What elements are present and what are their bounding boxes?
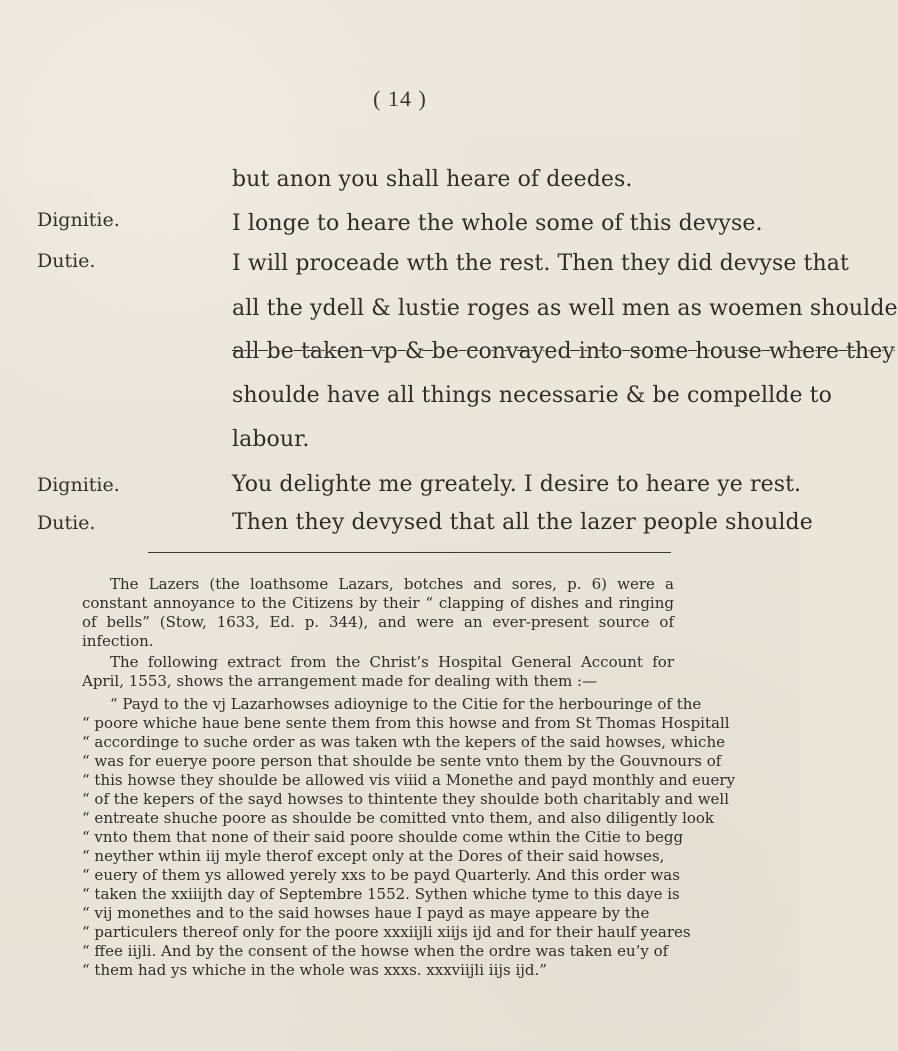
quote-line-9: “ neyther wthin iij myle therof except only at the Dores of their said howses, [82,847,665,865]
margin-note-dutie-2: Dutie. [37,512,96,534]
notes-section [82,575,736,980]
note-paragraph-2: The following extract from the Christ’s Hospital General Account for April, 1553, shows the arrangement made for dealing with them :— [82,653,674,690]
quote-line-4: “ was for euerye poore person that shoulde be sente vnto them by the Gouvnours of [82,752,722,770]
note-paragraph-1: The Lazers (the loathsome Lazars, botches and sores, p. 6) were a constant annoyance to the Citizens by their “ clapping of dishes and ringing of bells” (Stow, 1633, Ed. p. 344), and were an ever-present source of infection. [82,575,674,650]
quote-line-6: “ of the kepers of the sayd howses to thintente they shoulde both charitably and well [82,790,730,808]
margin-note-dutie-1: Dutie. [37,250,96,272]
quote-line-7: “ entreate shuche poore as shoulde be comitted vnto them, and also diligently look [82,809,715,827]
play-line-3: I will proceade wth the rest. Then they did devyse that [232,251,849,276]
quote-line-10: “ euery of them ys allowed yerely xxs to be payd Quarterly. And this order was [82,866,680,884]
margin-note-dignitie-1: Dignitie. [37,209,120,231]
quote-line-15: “ them had ys whiche in the whole was xxxs. xxxviijli iijs ijd.” [82,961,547,979]
quote-line-5: “ this howse they shoulde be allowed vis viiid a Monethe and payd monthly and euery [82,771,736,789]
account-extract [82,695,736,980]
quote-line-13: “ particulers thereof only for the poore xxxiijli xiijs ijd and for their haulf yeares [82,923,691,941]
quote-line-14: “ ffee iijli. And by the consent of the howse when the ordre was taken eu’y of [82,942,669,960]
quote-line-2: “ poore whiche haue bene sente them from this howse and from St Thomas Hospitall [82,714,730,732]
play-line-6: shoulde have all things necessarie & be compellde to [232,383,832,408]
play-line-7: labour. [232,427,310,452]
section-divider [148,552,671,553]
play-line-5: all be taken vp & be convayed into some house where they [232,339,895,364]
play-line-4: all the ydell & lustie roges as well men as woemen shoulde [232,296,898,321]
quote-line-11: “ taken the xxiiijth day of Septembre 1552. Sythen whiche tyme to this daye is [82,885,680,903]
play-line-1: but anon you shall heare of deedes. [232,167,633,192]
play-line-9: Then they devysed that all the lazer people shoulde [232,510,813,535]
quote-line-3: “ accordinge to suche order as was taken wth the kepers of the said howses, whiche [82,733,726,751]
play-line-2: I longe to heare the whole some of this devyse. [232,211,763,236]
play-line-8: You delighte me greately. I desire to heare ye rest. [232,472,802,497]
quote-line-12: “ vij monethes and to the said howses haue I payd as maye appeare by the [82,904,650,922]
quote-line-8: “ vnto them that none of their said poore shoulde come wthin the Citie to begg [82,828,684,846]
margin-note-dignitie-2: Dignitie. [37,474,120,496]
quote-line-1: “ Payd to the vj Lazarhowses adioynige to the Citie for the herbouringe of the [110,695,702,713]
page-number: ( 14 ) [373,86,427,111]
